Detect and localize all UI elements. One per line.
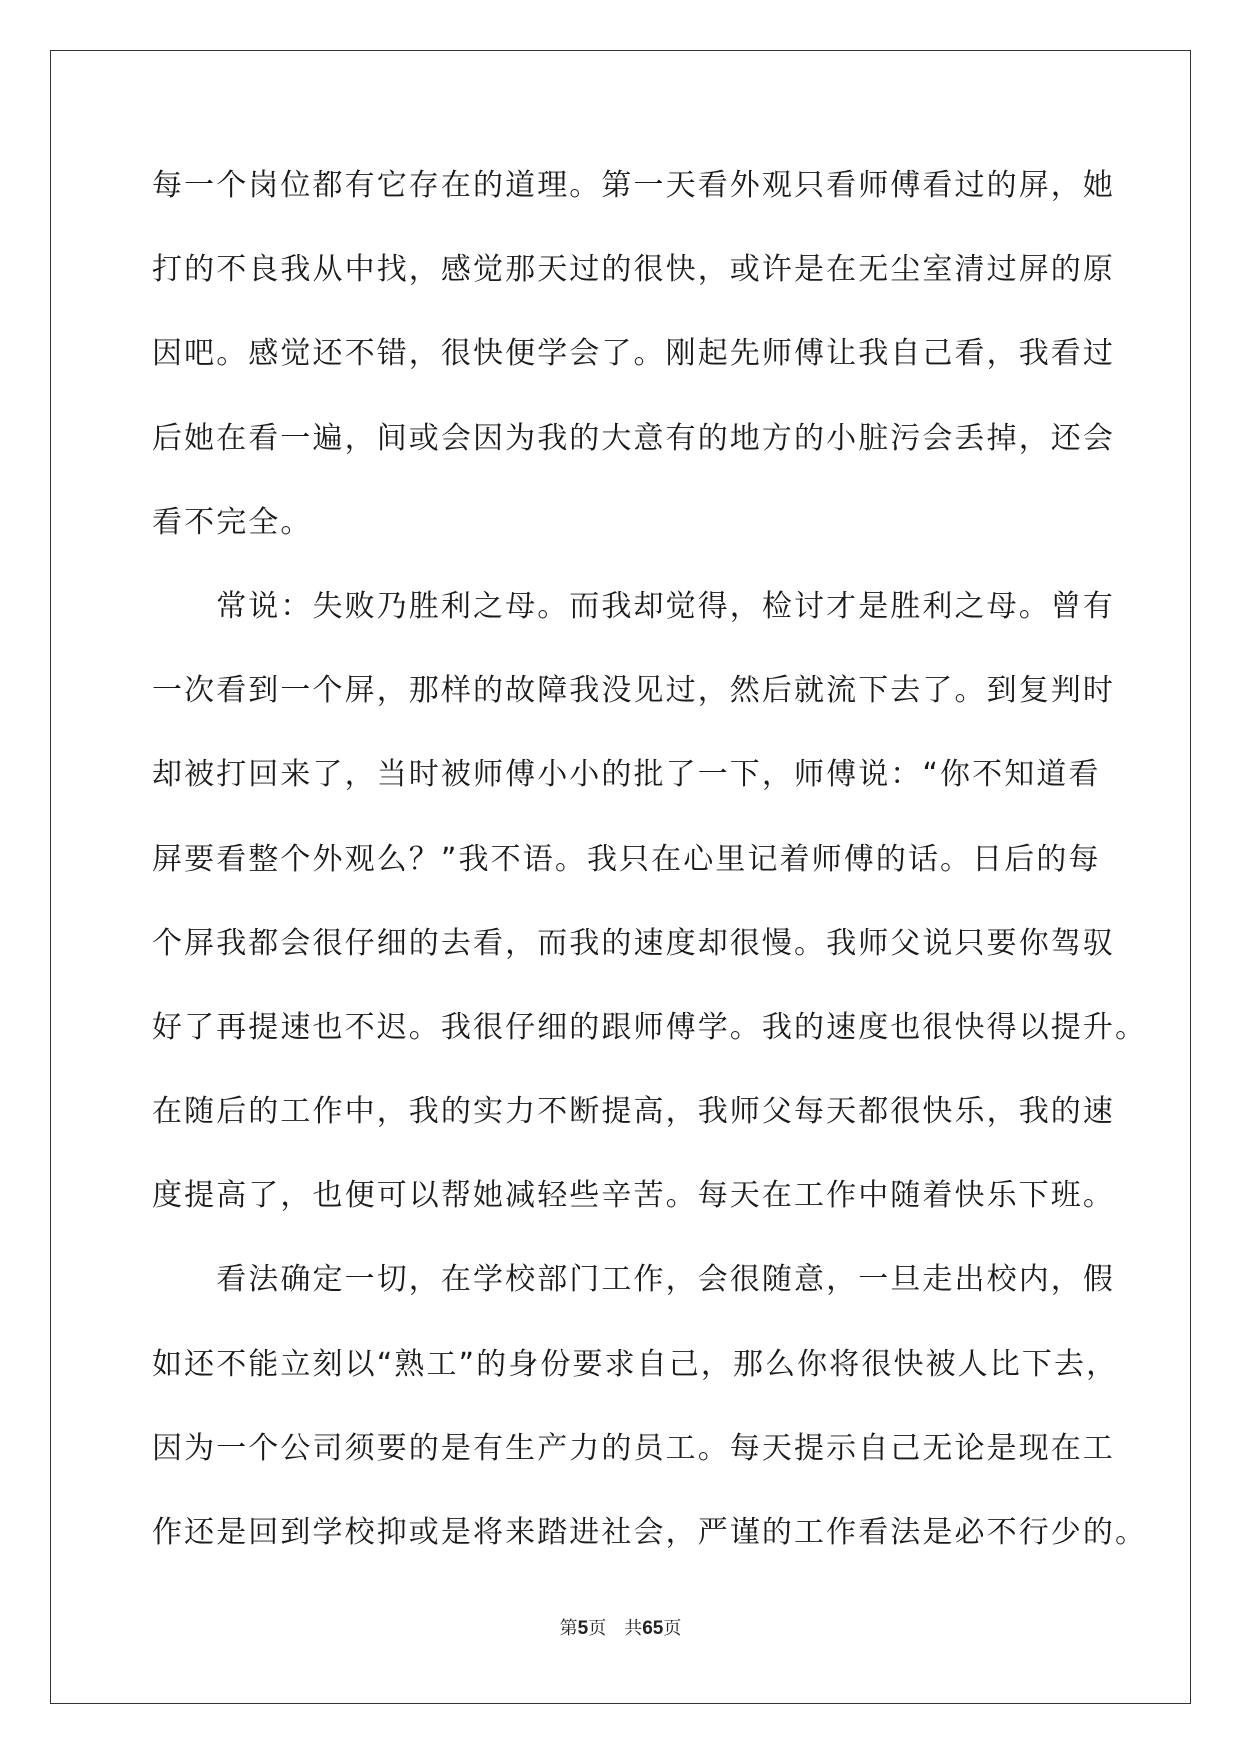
total-pages: 65 (642, 1618, 664, 1639)
text-line: 如还不能立刻以“熟工”的身份要求自己，那么你将很快被人比下去， (152, 1346, 1119, 1382)
footer-prefix: 第 (559, 1618, 578, 1639)
text-line: 好了再提速也不迟。我很仔细的跟师傅学。我的速度也很快得以提升。 (152, 1009, 1148, 1045)
footer-total-prefix: 共 (624, 1618, 643, 1639)
text-line: 每一个岗位都有它存在的道理。第一天看外观只看师傅看过的屏，她 (152, 168, 1115, 203)
footer-total-suffix: 页 (663, 1618, 682, 1639)
text-line: 因为一个公司须要的是有生产力的员工。每天提示自己无论是现在工 (152, 1430, 1115, 1466)
page-number: 5 (577, 1618, 589, 1639)
text-line: 因吧。感觉还不错，很快便学会了。刚起先师傅让我自己看，我看过 (152, 336, 1115, 372)
text-line: 常说：失败乃胜利之母。而我却觉得，检讨才是胜利之母。曾有 (152, 588, 1115, 624)
text-line: 屏要看整个外观么？”我不语。我只在心里记着师傅的话。日后的每 (152, 841, 1101, 877)
footer-page-suffix: 页 (588, 1618, 607, 1639)
text-line: 看法确定一切，在学校部门工作，会很随意，一旦走出校内，假 (152, 1262, 1115, 1298)
text-line: 作还是回到学校抑或是将来踏进社会，严谨的工作看法是必不行少的。 (152, 1515, 1148, 1550)
text-line: 打的不良我从中找，感觉那天过的很快，或许是在无尘室清过屏的原 (152, 252, 1115, 288)
text-line: 个屏我都会很仔细的去看，而我的速度却很慢。我师父说只要你驾驭 (152, 925, 1115, 961)
text-line: 度提高了，也便可以帮她减轻些辛苦。每天在工作中随着快乐下班。 (152, 1178, 1115, 1214)
text-line: 一次看到一个屏，那样的故障我没见过，然后就流下去了。到复判时 (152, 673, 1115, 709)
page-footer (0, 1614, 1241, 1640)
text-line: 在随后的工作中，我的实力不断提高，我师父每天都很快乐，我的速 (152, 1094, 1115, 1130)
text-line: 却被打回来了，当时被师傅小小的批了一下，师傅说：“你不知道看 (152, 757, 1101, 793)
document-body (152, 158, 1148, 1589)
text-line: 后她在看一遍，间或会因为我的大意有的地方的小脏污会丢掉，还会 (152, 420, 1115, 456)
text-line: 看不完全。 (152, 504, 313, 540)
